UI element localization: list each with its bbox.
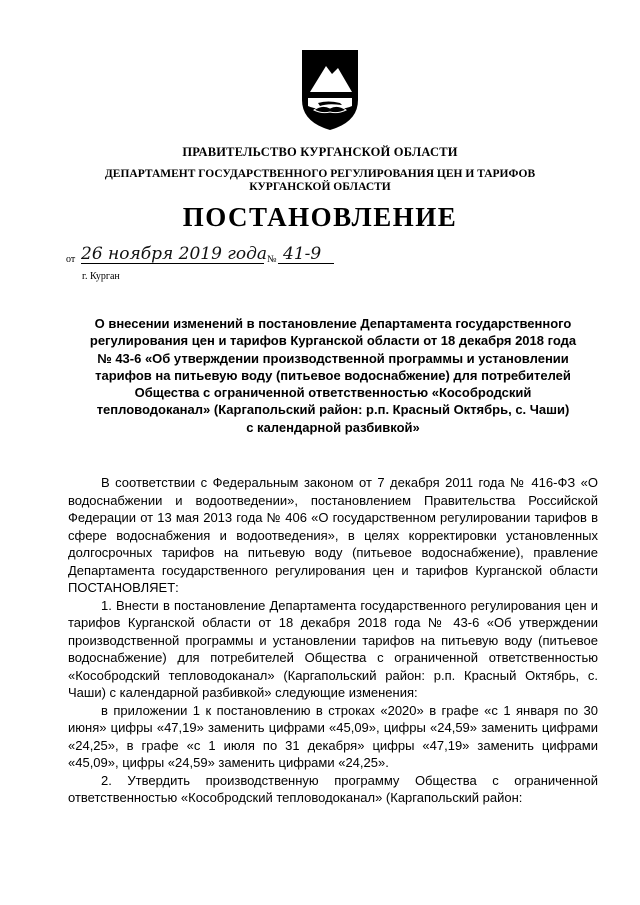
subject-line: с календарной разбивкой» (246, 419, 420, 435)
document-type-title: ПОСТАНОВЛЕНИЕ (182, 202, 458, 232)
subject-line: № 43-6 «Об утверждении производственной программы и установлении (97, 350, 569, 366)
body-paragraph-amendment: в приложении 1 к постановлению в строках «2020» в графе «с 1 января по 30 июня» цифры «47,19» заменить цифрами «45,09», цифры «24,59» заменить цифрами «24,25», в графе «с 1 июля по 31 декабря» цифры «47,19» заменить цифрами «45,09», цифры «24,59» заменить цифрами «24,25». (68, 702, 598, 770)
subject-line: Общества с ограниченной ответственностью «Кособродский (134, 385, 532, 401)
number-underline (278, 263, 334, 264)
subject-line: О внесении изменений в постановление Департамента государственного (94, 316, 572, 331)
body-paragraph-preamble: В соответствии с Федеральным законом от 7 декабря 2011 года № 416-ФЗ «О водоснабжении и водоотведении», постановлением Правительства Российской Федерации от 13 мая 2013 года № 406 «О государственном регулировании тарифов в сфере водоснабжения и водоотведения», в целях корректировки установленных долгосрочных тарифов на питьевую воду (питьевое водоснабжение), правление Департамента государственного регулирования цен и тарифов Курганской области ПОСТАНОВЛЯЕТ: (68, 475, 598, 595)
document-body (68, 474, 598, 807)
handwritten-number: 41-9 (283, 244, 322, 264)
city-label: г. Курган (82, 271, 120, 282)
department-name (0, 168, 640, 194)
date-number-line (66, 244, 366, 272)
handwritten-date: 26 ноября 2019 года (81, 244, 268, 264)
coat-of-arms-emblem (298, 48, 362, 132)
department-name-line-2: КУРГАНСКОЙ ОБЛАСТИ (249, 181, 391, 193)
document-subject (68, 315, 598, 436)
subject-line: тепловодоканал» (Каргапольский район: р.п. Красный Октябрь, с. Чаши) (96, 402, 570, 418)
number-label: № (267, 254, 277, 265)
government-name: ПРАВИТЕЛЬСТВО КУРГАНСКОЙ ОБЛАСТИ (182, 145, 458, 159)
date-underline (81, 263, 264, 264)
date-from-label: от (66, 254, 76, 265)
body-paragraph-item-1: 1. Внести в постановление Департамента государственного регулирования цен и тарифов Курганской области от 18 декабря 2018 года № 43-6 «Об утверждении производственной программы и установлении тарифов на питьевую воду (питьевое водоснабжение) для потребителей Общества с ограниченной ответственностью «Кособродский тепловодоканал» (Каргапольский район: р.п. Красный Октябрь, с. Чаши) с календарной разбивкой» следующие изменения: (68, 597, 598, 700)
subject-line: регулирования цен и тарифов Курганской области от 18 декабря 2018 года (89, 333, 577, 349)
body-paragraph-item-2: 2. Утвердить производственную программу Общества с ограниченной ответственностью «Кособродский тепловодоканал» (Каргапольский район: (68, 772, 598, 805)
department-name-line-1: ДЕПАРТАМЕНТ ГОСУДАРСТВЕННОГО РЕГУЛИРОВАНИЯ ЦЕН И ТАРИФОВ (104, 168, 536, 180)
subject-line: тарифов на питьевую воду (питьевое водоснабжение) для потребителей (95, 367, 571, 383)
